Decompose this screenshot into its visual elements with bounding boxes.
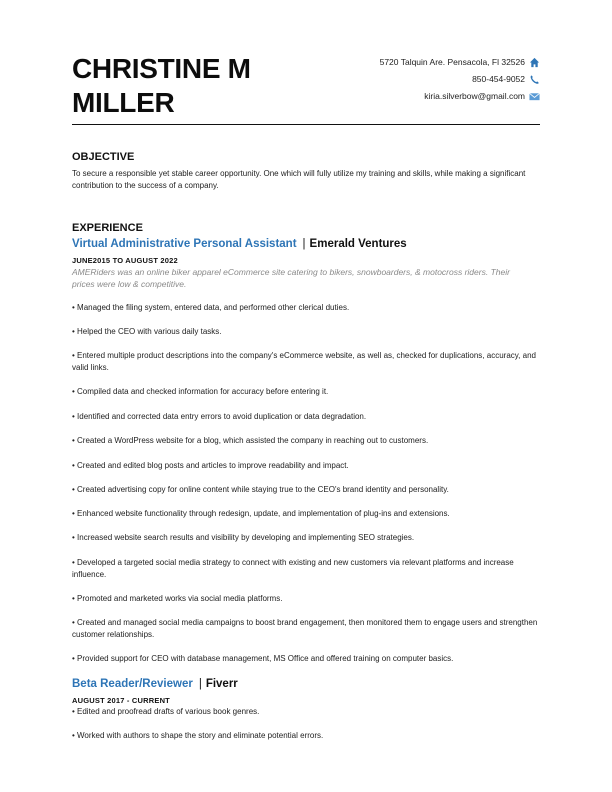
job-separator: |	[198, 678, 202, 690]
job-dates: JUNE2015 TO AUGUST 2022	[72, 256, 178, 265]
contact-email[interactable]	[380, 88, 540, 105]
phone-text: 850-454-9052	[472, 74, 525, 84]
job-bullet: • Provided support for CEO with database management, MS Office and offered training on computer basics.	[72, 654, 454, 663]
job-bullet: • Developed a targeted social media strategy to connect with existing and new customers via relevant platforms and increase influence.	[72, 558, 514, 579]
job-role: Beta Reader/Reviewer	[72, 678, 193, 690]
job-bullet: • Created and managed social media campaigns to boost brand engagement, then monitored them to engage users and strengthen customer relationships.	[72, 618, 538, 639]
candidate-name	[72, 52, 312, 120]
name-line-1: CHRISTINE M	[72, 53, 251, 84]
job-title-2	[72, 678, 238, 690]
email-icon	[529, 91, 540, 102]
job-bullet: • Created a WordPress website for a blog, which assisted the company in reaching out to customers.	[72, 436, 429, 445]
home-icon	[529, 57, 540, 68]
address-text: 5720 Talquin Are. Pensacola, Fl 32526	[379, 57, 525, 67]
contact-address	[380, 54, 540, 71]
objective-heading: OBJECTIVE	[72, 151, 135, 163]
job-title-1	[72, 238, 407, 250]
job-dates: AUGUST 2017 - CURRENT	[72, 696, 170, 705]
job-bullet: • Helped the CEO with various daily tasks.	[72, 327, 222, 336]
job-bullet: • Compiled data and checked information for accuracy before entering it.	[72, 387, 329, 396]
job-bullet: • Worked with authors to shape the story and eliminate potential errors.	[72, 731, 324, 740]
phone-icon	[529, 74, 540, 85]
job-bullet: • Managed the filing system, entered data, and performed other clerical duties.	[72, 303, 350, 312]
job-bullet: • Identified and corrected data entry errors to avoid duplication or data degradation.	[72, 412, 367, 421]
experience-heading: EXPERIENCE	[72, 222, 143, 234]
job-role: Virtual Administrative Personal Assistant	[72, 238, 297, 250]
objective-text: To secure a responsible yet stable career opportunity. One which will fully utilize my training and skills, while making a significant contribution to the success of a company.	[72, 169, 526, 190]
job-description: AMERiders was an online biker apparel eCommerce site catering to bikers, snowboarders, & motocross riders. Their prices were low & competitive.	[72, 267, 510, 289]
contact-phone	[380, 71, 540, 88]
job-bullet: • Created advertising copy for online content while staying true to the CEO's brand identity and personality.	[72, 485, 449, 494]
job-company: Fiverr	[205, 678, 238, 690]
name-line-2: MILLER	[72, 87, 175, 118]
job-bullet: • Promoted and marketed works via social media platforms.	[72, 594, 283, 603]
job-company: Emerald Ventures	[309, 238, 407, 250]
job-bullet: • Increased website search results and visibility by developing and implementing SEO strategies.	[72, 533, 415, 542]
job-bullet: • Edited and proofread drafts of various book genres.	[72, 707, 260, 716]
job-bullet: • Created and edited blog posts and articles to improve readability and impact.	[72, 461, 349, 470]
contact-block	[380, 54, 540, 105]
job-bullet: • Enhanced website functionality through redesign, update, and implementation of plug-ins and extensions.	[72, 509, 450, 518]
header-divider	[72, 124, 540, 125]
email-link[interactable]: kiria.silverbow@gmail.com	[424, 91, 525, 101]
job-separator: |	[302, 238, 306, 250]
job-bullet: • Entered multiple product descriptions into the company's eCommerce website, as well as, checked for duplications, accuracy, and valid links.	[72, 351, 536, 372]
